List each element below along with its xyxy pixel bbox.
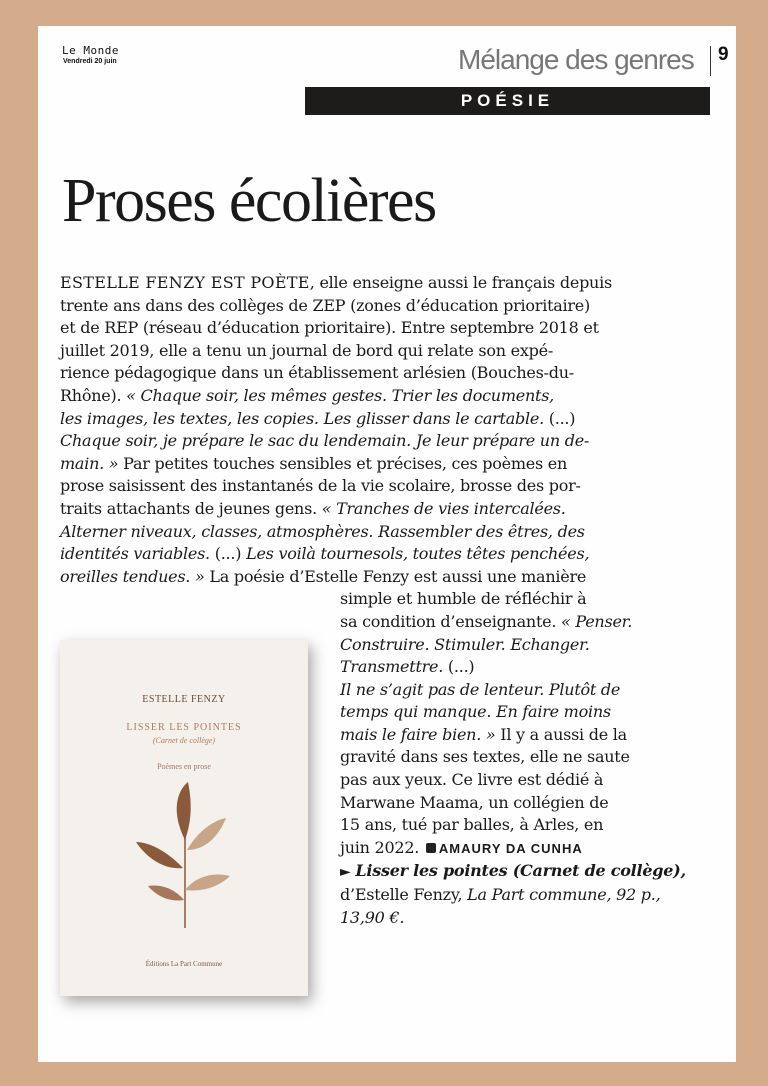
- body-line: sa condition d’enseignante. « Penser.: [340, 611, 633, 631]
- body-line: Transmettre. (...): [340, 657, 475, 677]
- book-price: 13,90 €.: [340, 907, 405, 927]
- end-square-icon: [426, 843, 436, 853]
- body-line: 15 ans, tué par balles, à Arles, en: [340, 815, 604, 835]
- section-band: POÉSIE: [305, 87, 710, 115]
- body-line: gravité dans ses textes, elle ne saute: [340, 747, 630, 767]
- lead-caps: ESTELLE FENZY EST POÈTE: [60, 273, 310, 292]
- book-cover-title: LISSER LES POINTES: [126, 722, 242, 733]
- page-number: 9: [718, 44, 729, 65]
- body-line: simple et humble de réfléchir à: [340, 589, 587, 609]
- book-cover-image: [60, 640, 308, 996]
- body-line: trente ans dans des collèges de ZEP (zones d’éducation prioritaire): [60, 295, 591, 315]
- quote: main. »: [60, 453, 119, 473]
- quote: les images, les textes, les copies. Les glisser dans le cartable.: [60, 408, 544, 428]
- masthead: Le Monde: [62, 44, 119, 57]
- book-reference: d’Estelle Fenzy, La Part commune, 92 p.,: [340, 885, 661, 905]
- quote: mais le faire bien. »: [340, 724, 496, 744]
- body-line: prose saisissent des instantanés de la vie scolaire, brosse des por-: [60, 476, 581, 496]
- quote: Construire. Stimuler. Echanger.: [340, 634, 590, 654]
- book-cover-subtitle: (Carnet de collège): [152, 736, 216, 745]
- rubric-divider: [710, 46, 711, 76]
- quote: temps qui manque. En faire moins: [340, 702, 611, 722]
- body-line: pas aux yeux. Ce livre est dédié à: [340, 770, 604, 790]
- body-line: les images, les textes, les copies. Les glisser dans le cartable. (...): [60, 408, 576, 428]
- quote: « Tranches de vies intercalées.: [321, 498, 566, 518]
- arrow-right-icon: ►: [340, 864, 351, 881]
- body-line: juillet 2019, elle a tenu un journal de bord qui relate son expé-: [60, 340, 554, 360]
- body-line: [60, 521, 720, 544]
- body-line: rience pédagogique dans un établissement arlésien (Bouches-du-: [60, 363, 574, 383]
- body-line: [60, 430, 720, 453]
- body-line: identités variables. (...) Les voilà tournesols, toutes têtes penchées,: [60, 544, 590, 564]
- body-line: main. » Par petites touches sensibles et précises, ces poèmes en: [60, 453, 568, 473]
- book-cover-genre: Poèmes en prose: [157, 762, 211, 771]
- quote: Chaque soir, je prépare le sac du lendemain. Je leur prépare un de-: [60, 431, 590, 451]
- body-line: Rhône). « Chaque soir, les mêmes gestes. Trier les documents,: [60, 385, 555, 405]
- body-line: et de REP (réseau d’éducation prioritaire). Entre septembre 2018 et: [60, 318, 599, 338]
- plant-illustration-icon: [130, 780, 240, 930]
- newspaper-page: [38, 26, 736, 1062]
- body-line: traits attachants de jeunes gens. « Tranches de vies intercalées.: [60, 498, 566, 518]
- body-line: ESTELLE FENZY EST POÈTE, elle enseigne aussi le français depuis: [60, 273, 612, 292]
- headline: Proses écolières: [62, 167, 436, 235]
- body-line: mais le faire bien. » Il y a aussi de la: [340, 724, 627, 744]
- quote: oreilles tendues. »: [60, 566, 205, 586]
- body-line: juin 2022. AMAURY DA CUNHA: [340, 837, 583, 857]
- quote: « Chaque soir, les mêmes gestes. Trier les documents,: [126, 385, 555, 405]
- book-cover-publisher: Éditions La Part Commune: [145, 960, 223, 968]
- quote: Alterner niveaux, classes, atmosphères. Rassembler des êtres, des: [60, 521, 585, 541]
- rubric-title: Mélange des genres: [458, 44, 694, 75]
- body-line: Marwane Maama, un collégien de: [340, 792, 609, 812]
- dateline: Vendredi 20 juin: [63, 58, 117, 65]
- byline: AMAURY DA CUNHA: [438, 840, 583, 856]
- book-title: Lisser les pointes (Carnet de collège),: [355, 861, 686, 881]
- body-line: oreilles tendues. » La poésie d’Estelle Fenzy est aussi une manière: [60, 566, 587, 586]
- book-cover-author: ESTELLE FENZY: [142, 694, 226, 705]
- quote: Il ne s’agit pas de lenteur. Plutôt de: [340, 679, 621, 699]
- quote: « Penser.: [561, 611, 633, 631]
- quote: identités variables.: [60, 544, 210, 564]
- quote: Les voilà tournesols, toutes têtes penchées,: [246, 544, 590, 564]
- quote: Transmettre.: [340, 657, 444, 677]
